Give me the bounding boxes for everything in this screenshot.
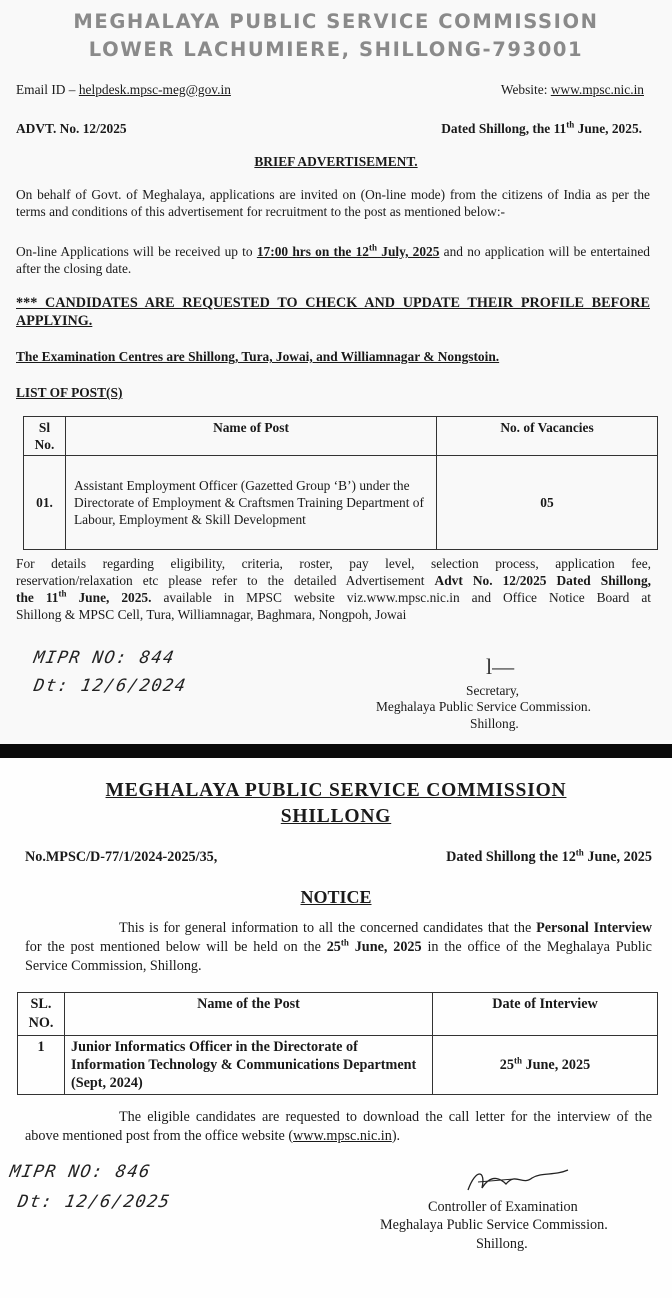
- advt-number: ADVT. No. 12/2025: [16, 121, 127, 136]
- notice-title: NOTICE: [300, 887, 372, 907]
- adv-email-line: [16, 81, 231, 98]
- notice-paragraph-1: This is for general information to all the concerned candidates that the Personal Interview for the post mentioned below will be held on the 25th June, 2025 in the office of the Meghalaya Public Service Commission, Shillong.: [25, 920, 652, 974]
- sign-place: Shillong.: [470, 716, 519, 731]
- adv-website-line: [501, 81, 644, 98]
- row-sl-no: 01.: [24, 456, 66, 550]
- page-divider: [0, 744, 672, 758]
- posts-table: [23, 416, 658, 550]
- adv-date: Dated Shillong, the 11th June, 2025.: [441, 119, 642, 136]
- header-sl-no: SL. NO.: [18, 993, 65, 1036]
- notice-page: [0, 758, 672, 1298]
- adv-org-address: LOWER LACHUMIERE, SHILLONG-793001: [88, 38, 584, 61]
- notice-org-name: MEGHALAYA PUBLIC SERVICE COMMISSION: [105, 780, 567, 801]
- adv-details: For details regarding eligibility, criteria, roster, pay level, selection process, application fee, reservation/relaxation etc please refer to the detailed Advertisement Advt No. 12/2025 Dated Shillong, the 11th June, 2025. available in MPSC website viz.www.mpsc.nic.in and Office Notice Board at Shillong & MPSC Cell, Tura, Williamnagar, Baghmara, Nongpoh, Jowai: [16, 556, 651, 622]
- email-label: Email ID –: [16, 82, 79, 97]
- header-vacancies: No. of Vacancies: [437, 417, 658, 456]
- adv-paragraph-1: On behalf of Govt. of Meghalaya, applications are invited on (On-line mode) from the citizens of India as per the terms and conditions of this advertisement for recruitment to the post as mentioned below:-: [16, 187, 650, 219]
- sign-organisation: Meghalaya Public Service Commission.: [376, 699, 591, 714]
- notice-paragraph-2: The eligible candidates are requested to download the call letter for the interview of the above mentioned post from the office website (www.mpsc.nic.in).: [25, 1109, 652, 1144]
- handwritten-date: Dt: 12/6/2025: [16, 1192, 173, 1212]
- email-link[interactable]: helpdesk.mpsc-meg@gov.in: [78, 82, 231, 97]
- table-row: [18, 1036, 658, 1095]
- table-header-row: [24, 417, 658, 456]
- table-row: [24, 456, 658, 550]
- adv-title: BRIEF ADVERTISEMENT.: [254, 154, 418, 169]
- handwritten-date: Dt: 12/6/2024: [32, 676, 189, 696]
- handwritten-mipr-no: MIPR NO: 844: [32, 648, 177, 668]
- interview-table: [17, 992, 658, 1095]
- adv-org-name: MEGHALAYA PUBLIC SERVICE COMMISSION: [73, 10, 599, 33]
- sign-organisation: Meghalaya Public Service Commission.: [380, 1217, 608, 1233]
- header-name-of-post: Name of the Post: [65, 993, 433, 1036]
- header-name-of-post: Name of Post: [66, 417, 437, 456]
- secretary-signature-mark: l—: [486, 654, 515, 679]
- table-header-row: [18, 993, 658, 1036]
- handwritten-mipr-no: MIPR NO: 846: [8, 1162, 153, 1182]
- sign-place: Shillong.: [476, 1236, 528, 1252]
- row-vacancies: 05: [437, 456, 658, 550]
- adv-paragraph-2: On-line Applications will be received up to 17:00 hrs on the 12th July, 2025 and no application will be entertained after the closing date.: [16, 242, 650, 276]
- sign-title: Controller of Examination: [428, 1199, 578, 1215]
- row-interview-date: 25th June, 2025: [433, 1036, 658, 1095]
- row-sl-no: 1: [18, 1036, 65, 1095]
- header-date-of-interview: Date of Interview: [433, 993, 658, 1036]
- website-link[interactable]: www.mpsc.nic.in: [550, 82, 644, 97]
- row-post-name: Assistant Employment Officer (Gazetted Group ‘B’) under the Directorate of Employment & Craftsmen Training Department of Labour, Employment & Skill Development: [66, 456, 437, 550]
- list-of-posts-heading: LIST OF POST(S): [16, 385, 123, 400]
- website-label: Website:: [500, 82, 551, 97]
- exam-centres: The Examination Centres are Shillong, Tura, Jowai, and Williamnagar & Nongstoin.: [16, 349, 500, 364]
- notice-date: Dated Shillong the 12th June, 2025: [446, 847, 652, 865]
- row-post-name: Junior Informatics Officer in the Directorate of Information Technology & Communications Department (Sept, 2024): [65, 1036, 433, 1095]
- notice-org-place: SHILLONG: [280, 806, 392, 827]
- header-sl-no: Sl No.: [24, 417, 66, 456]
- sign-title: Secretary,: [466, 683, 520, 698]
- notice-reference-no: No.MPSC/D-77/1/2024-2025/35,: [25, 849, 218, 865]
- notice-website-link[interactable]: www.mpsc.nic.in: [293, 1128, 392, 1144]
- controller-signature-icon: [462, 1160, 574, 1200]
- candidates-notice: *** CANDIDATES ARE REQUESTED TO CHECK AND UPDATE THEIR PROFILE BEFORE APPLYING.: [16, 295, 650, 329]
